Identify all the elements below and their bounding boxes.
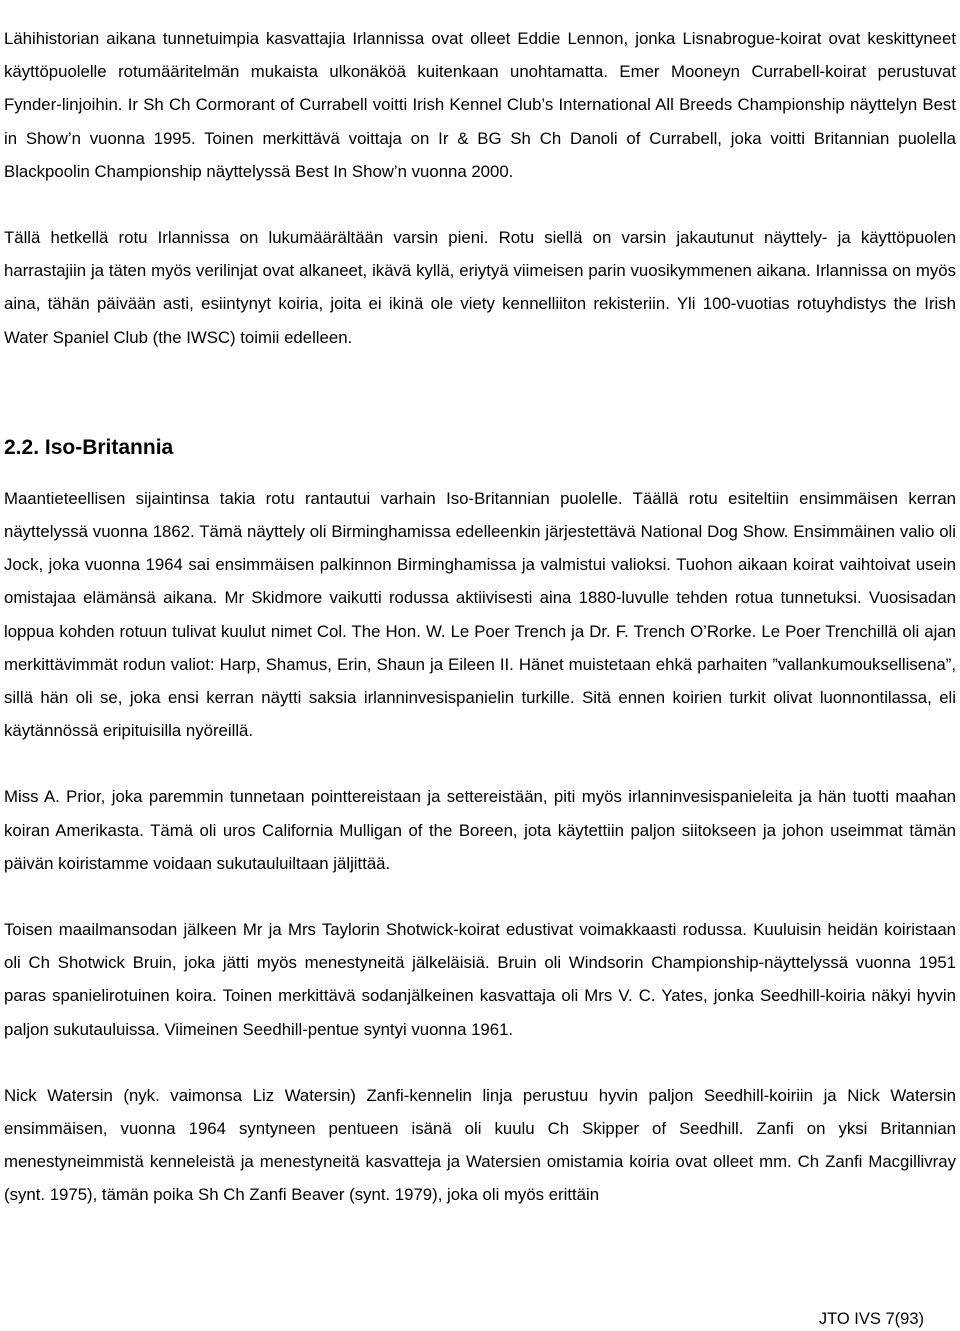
paragraph-miss-prior: Miss A. Prior, joka paremmin tunnetaan pointtereistaan ja settereistään, piti myös irlanninvesispanieleita ja hän tuotti maahan koiran Amerikasta. Tämä oli uros California Mulligan of the Boreen, jota käytettiin paljon siitokseen ja johon useimmat tämän päivän koiristamme voidaan sukutauluiltaan jäljittää. [4,787,956,873]
paragraph-zanfi-kennel: Nick Watersin (nyk. vaimonsa Liz Watersin) Zanfi-kennelin linja perustuu hyvin paljon Seedhill-koiriin ja Nick Watersin ensimmäisen, vuonna 1964 syntyneen pentueen isänä oli kuulu Ch Skipper of Seedhill. Zanfi on yksi Britannian menestyneimmistä kenneleistä ja menestyneitä kasvatteja ja Watersien omistamia koiria ovat olleet mm. Ch Zanfi Macgillivray (synt. 1975), tämän poika Sh Ch Zanfi Beaver (synt. 1979), joka oli myös erittäin [4,1085,956,1205]
paragraph-ireland-today: Tällä hetkellä rotu Irlannissa on lukumäärältään varsin pieni. Rotu siellä on varsin jakautunut näyttely- ja käyttöpuolen harrastajiin ja täten myös verilinjat ovat alkaneet, ikävä kyllä, eriytyä viimeisen parin vuosikymmenen aikana. Irlannissa on myös aina, tähän päivään asti, esiintynyt koiria, joita ei ikinä ole viety kennelliiton rekisteriin. Yli 100-vuotias rotuyhdistys the Irish Water Spaniel Club (the IWSC) toimii edelleen. [4,228,956,347]
section-heading: 2.2. Iso-Britannia [4,435,174,459]
paragraph-great-britain-history: Maantieteellisen sijaintinsa takia rotu rantautui varhain Iso-Britannian puolelle. Täällä rotu esiteltiin ensimmäisen kerran näyttelyssä vuonna 1862. Tämä näyttely oli Birminghamissa edelleenkin järjestettävä National Dog Show. Ensimmäinen valio oli Jock, joka vuonna 1964 sai ensimmäisen palkinnon Birminghamissa ja valmistui valioksi. Tuohon aikaan koirat vaihtoivat usein omistajaa elämänsä aikana. Mr Skidmore vaikutti rodussa aktiivisesti aina 1880-luvulle tehden rotua tunnetuksi. Vuosisadan loppua kohden rotuun tulivat kuulut nimet Col. The Hon. W. Le Poer Trench ja Dr. F. Trench O’Rorke. Le Poer Trenchillä oli ajan merkittävimmät rodun valiot: Harp, Shamus, Erin, Shaun ja Eileen II. Hänet muistetaan ehkä parhaiten ”vallankumouksellisena”, sillä hän oli se, joka ensi kerran näytti saksia irlanninvesispanielin turkille. Sitä ennen koirien turkit olivat luonnontilassa, eli käytännössä eripituisilla nyöreillä. [4,488,956,741]
paragraph-post-war-breeders: Toisen maailmansodan jälkeen Mr ja Mrs Taylorin Shotwick-koirat edustivat voimakkaasti rodussa. Kuuluisin heidän koiristaan oli Ch Shotwick Bruin, joka jätti myös menestyneitä jälkeläisiä. Bruin oli Windsorin Championship-näyttelyssä vuonna 1951 paras spanielirotuinen koira. Toinen merkittävä sodanjälkeinen kasvattaja oli Mrs V. C. Yates, jonka Seedhill-koiria näkyi hyvin paljon sukutauluissa. Viimeinen Seedhill-pentue syntyi vuonna 1961. [4,920,956,1039]
paragraph-irish-breeders: Lähihistorian aikana tunnetuimpia kasvattajia Irlannissa ovat olleet Eddie Lennon, jonka Lisnabrogue-koirat ovat keskittyneet käyttöpuolelle rotumääritelmän mukaista ulkonäköä kuitenkaan unohtamatta. Emer Mooneyn Currabell-koirat perustuvat Fynder-linjoihin. Ir Sh Ch Cormorant of Currabell voitti Irish Kennel Club’s International All Breeds Championship näyttelyn Best in Show’n vuonna 1995. Toinen merkittävä voittaja on Ir & BG Sh Ch Danoli of Currabell, joka voitti Britannian puolella Blackpoolin Championship näyttelyssä Best In Show’n vuonna 2000. [4,29,956,181]
page-footer: JTO IVS 7(93) [818,1310,924,1328]
document-page [4,22,956,1212]
